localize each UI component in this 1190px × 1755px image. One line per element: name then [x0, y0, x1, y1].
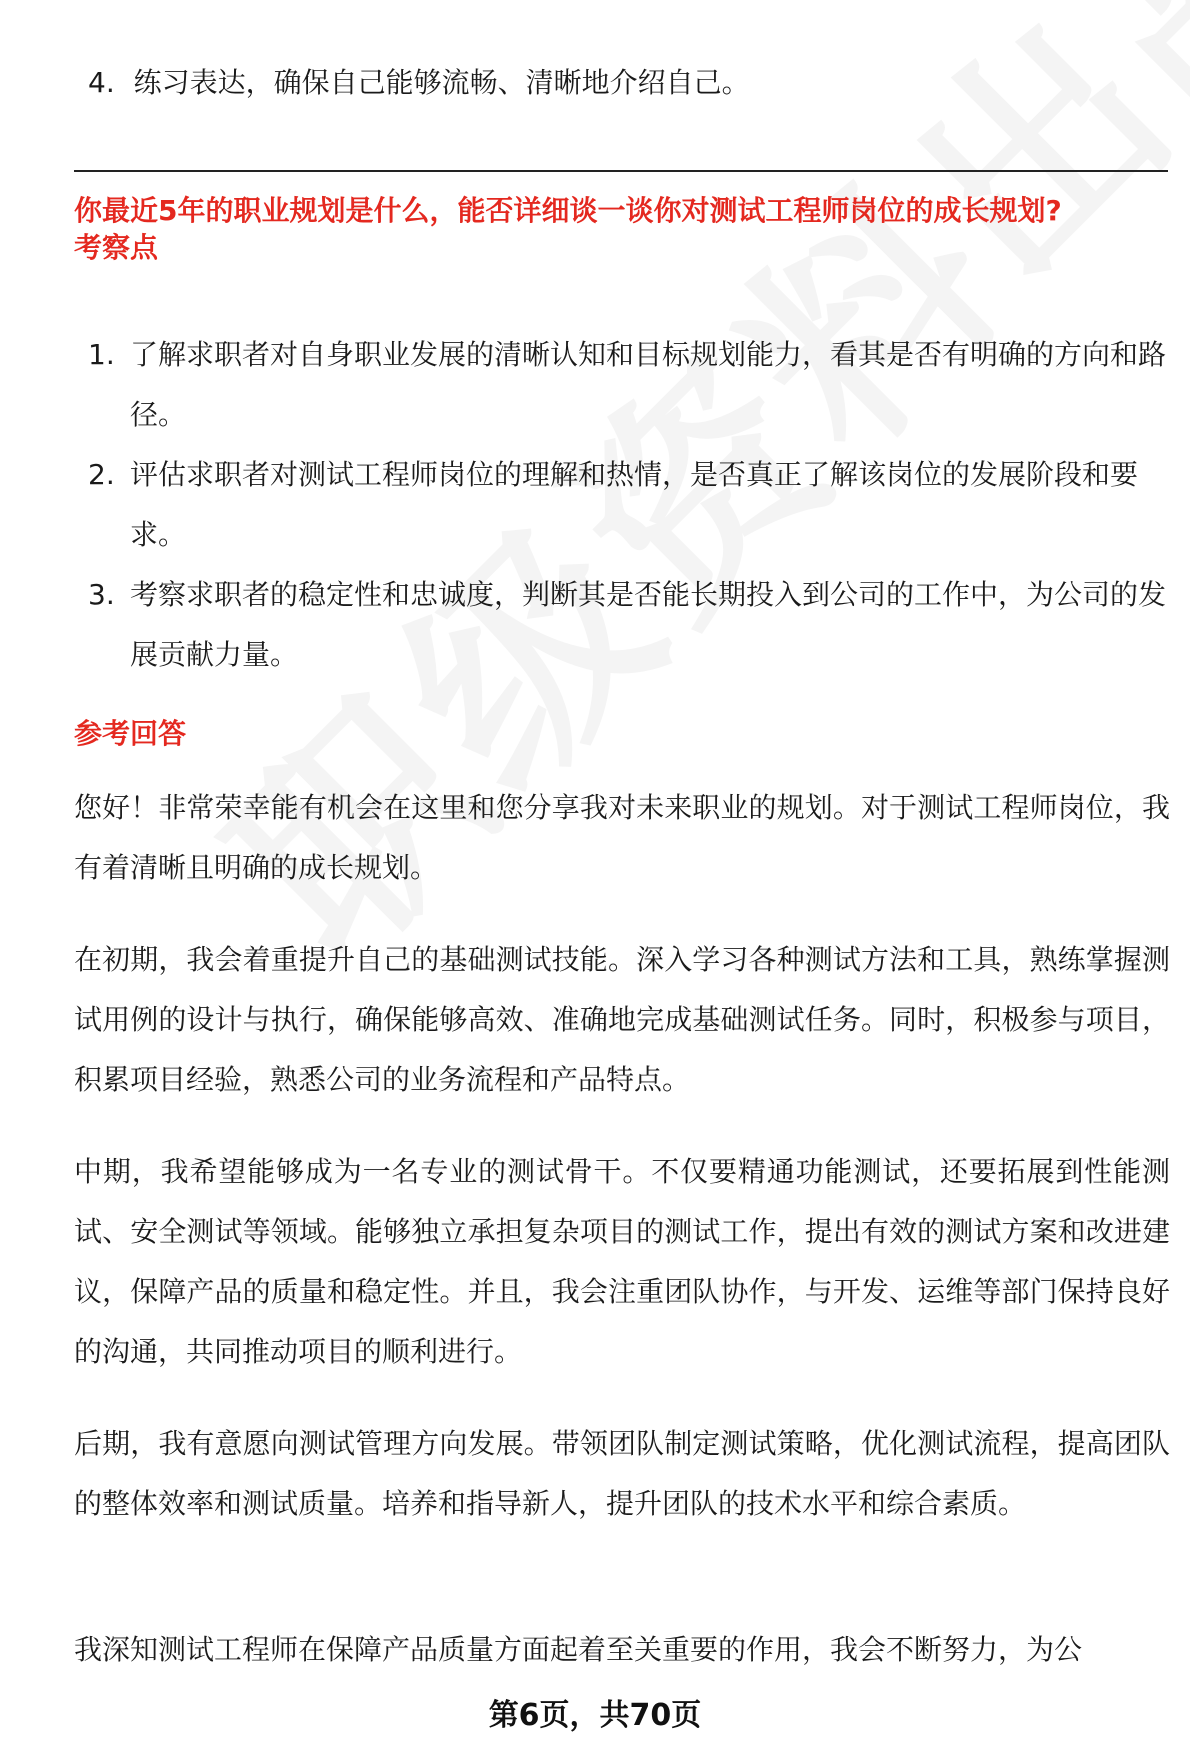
answer-paragraph: 后期，我有意愿向测试管理方向发展。带领团队制定测试策略，优化测试流程，提高团队的整体效率和测试质量。培养和指导新人，提升团队的技术水平和综合素质。 — [74, 1427, 1170, 1520]
answer-paragraph: 中期，我希望能够成为一名专业的测试骨干。不仅要精通功能测试，还要拓展到性能测试、安全测试等领域。能够独立承担复杂项目的测试工作，提出有效的测试方案和改进建议，保障产品的质量和稳定性。并且，我会注重团队协作，与开发、运维等部门保持良好的沟通，共同推动项目的顺利进行。 — [74, 1155, 1170, 1368]
page-number: 第6页，共70页 — [488, 1698, 702, 1733]
answer-paragraph: 我深知测试工程师在保障产品质量方面起着至关重要的作用，我会不断努力，为公 — [74, 1633, 1083, 1666]
point-text: 了解求职者对自身职业发展的清晰认知和目标规划能力，看其是否有明确的方向和路径。 — [130, 338, 1167, 431]
section-divider — [74, 170, 1168, 172]
list-item-text: 练习表达，确保自己能够流畅、清晰地介绍自己。 — [133, 66, 750, 99]
point-item — [88, 565, 1168, 685]
heading-points: 考察点 — [74, 231, 159, 264]
point-number: 2. — [88, 458, 115, 491]
answer-paragraph: 在初期，我会着重提升自己的基础测试技能。深入学习各种测试方法和工具，熟练掌握测试用例的设计与执行，确保能够高效、准确地完成基础测试任务。同时，积极参与项目，积累项目经验，熟悉公司的业务流程和产品特点。 — [74, 943, 1170, 1096]
list-item-number: 4. — [88, 66, 115, 99]
point-item — [88, 445, 1168, 565]
answer-paragraph: 您好！非常荣幸能有机会在这里和您分享我对未来职业的规划。对于测试工程师岗位，我有着清晰且明确的成长规划。 — [74, 791, 1170, 884]
points-list — [88, 325, 1168, 685]
list-item-4 — [88, 62, 750, 104]
point-number: 3. — [88, 578, 115, 611]
point-text: 考察求职者的稳定性和忠诚度，判断其是否能长期投入到公司的工作中，为公司的发展贡献力量。 — [130, 578, 1167, 671]
heading-answer: 参考回答 — [74, 717, 187, 750]
point-text: 评估求职者对测试工程师岗位的理解和热情，是否真正了解该岗位的发展阶段和要求。 — [130, 458, 1139, 551]
point-item — [88, 325, 1168, 445]
question-title: 你最近5年的职业规划是什么，能否详细谈一谈你对测试工程师岗位的成长规划? — [74, 194, 1062, 227]
point-number: 1. — [88, 338, 115, 371]
